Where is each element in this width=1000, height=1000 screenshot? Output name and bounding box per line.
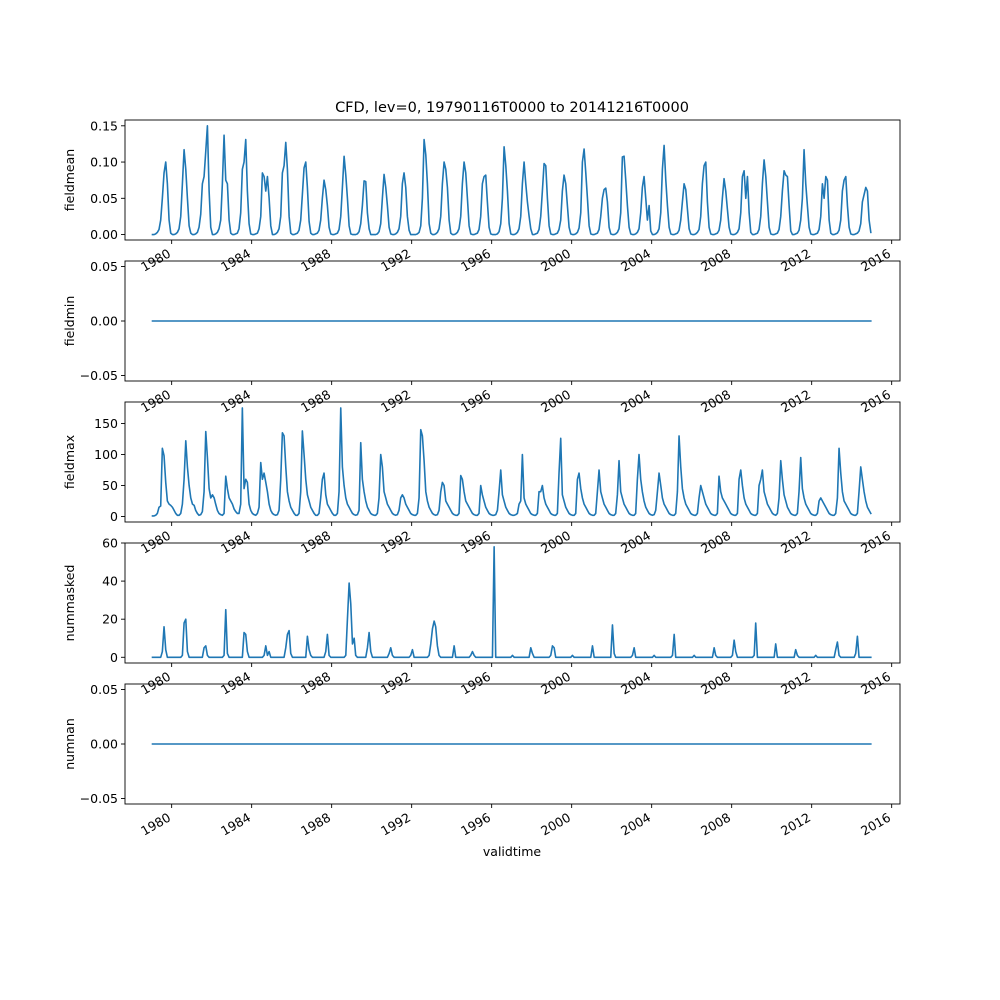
y-tick-label: 40 xyxy=(102,573,118,589)
y-axis-label: nummasked xyxy=(62,564,77,642)
x-tick-label: 1992 xyxy=(378,527,414,557)
y-tick-label: 0.00 xyxy=(90,227,118,243)
x-tick-label: 2004 xyxy=(618,527,654,557)
y-axis-label: fieldmean xyxy=(62,148,77,212)
x-tick-label: 1984 xyxy=(218,668,254,698)
y-tick-label: 150 xyxy=(94,415,118,431)
y-tick-label: −0.05 xyxy=(79,368,118,384)
x-tick-label: 2016 xyxy=(858,809,894,839)
y-tick-label: 0 xyxy=(110,509,118,525)
y-tick-label: 0.10 xyxy=(90,154,118,170)
x-tick-label: 1992 xyxy=(378,386,414,416)
x-tick-label: 1992 xyxy=(378,809,414,839)
x-tick-label: 2008 xyxy=(698,386,734,416)
x-tick-label: 1988 xyxy=(298,245,334,275)
x-tick-label: 2000 xyxy=(538,386,574,416)
x-tick-label: 1980 xyxy=(138,668,174,698)
y-tick-label: 100 xyxy=(94,446,118,462)
x-tick-label: 1996 xyxy=(458,245,494,275)
x-tick-label: 2000 xyxy=(538,245,574,275)
x-tick-label: 2008 xyxy=(698,668,734,698)
y-tick-label: 0.05 xyxy=(90,190,118,206)
x-tick-label: 1996 xyxy=(458,668,494,698)
x-tick-label: 1996 xyxy=(458,527,494,557)
y-tick-label: 20 xyxy=(102,611,118,627)
x-tick-label: 2016 xyxy=(858,386,894,416)
x-tick-label: 2012 xyxy=(778,245,814,275)
y-tick-label: 60 xyxy=(102,535,118,551)
x-tick-label: 2000 xyxy=(538,809,574,839)
x-axis-label: validtime xyxy=(482,844,542,859)
x-tick-label: 2016 xyxy=(858,245,894,275)
y-tick-label: 0.05 xyxy=(90,681,118,697)
x-tick-label: 2008 xyxy=(698,809,734,839)
y-tick-label: 0 xyxy=(110,649,118,665)
x-tick-label: 1996 xyxy=(458,386,494,416)
y-axis-label: fieldmax xyxy=(62,434,77,490)
x-tick-label: 1988 xyxy=(298,668,334,698)
x-tick-label: 1984 xyxy=(218,245,254,275)
x-tick-label: 2012 xyxy=(778,386,814,416)
x-tick-label: 1988 xyxy=(298,809,334,839)
x-tick-label: 1984 xyxy=(218,809,254,839)
x-tick-label: 2012 xyxy=(778,527,814,557)
x-tick-label: 2012 xyxy=(778,668,814,698)
x-tick-label: 2012 xyxy=(778,809,814,839)
x-tick-label: 1984 xyxy=(218,386,254,416)
y-tick-label: 0.00 xyxy=(90,313,118,329)
x-tick-label: 2008 xyxy=(698,245,734,275)
y-tick-label: 0.00 xyxy=(90,736,118,752)
x-tick-label: 2016 xyxy=(858,668,894,698)
y-tick-label: −0.05 xyxy=(79,791,118,807)
x-tick-label: 1992 xyxy=(378,245,414,275)
x-tick-label: 1988 xyxy=(298,527,334,557)
x-tick-label: 2008 xyxy=(698,527,734,557)
x-tick-label: 2004 xyxy=(618,809,654,839)
x-tick-label: 2004 xyxy=(618,668,654,698)
x-tick-label: 2004 xyxy=(618,245,654,275)
x-tick-label: 1980 xyxy=(138,809,174,839)
y-axis-label: numnan xyxy=(62,718,77,770)
x-tick-label: 1984 xyxy=(218,527,254,557)
x-tick-label: 2004 xyxy=(618,386,654,416)
x-tick-label: 1988 xyxy=(298,386,334,416)
x-tick-label: 2000 xyxy=(538,668,574,698)
x-tick-label: 1980 xyxy=(138,386,174,416)
x-tick-label: 1980 xyxy=(138,527,174,557)
x-tick-label: 1992 xyxy=(378,668,414,698)
y-axis-label: fieldmin xyxy=(62,295,77,347)
x-tick-label: 1996 xyxy=(458,809,494,839)
x-tick-label: 2016 xyxy=(858,527,894,557)
x-tick-label: 1980 xyxy=(138,245,174,275)
y-tick-label: 0.05 xyxy=(90,258,118,274)
y-tick-label: 50 xyxy=(102,478,118,494)
y-tick-label: 0.15 xyxy=(90,118,118,134)
x-tick-label: 2000 xyxy=(538,527,574,557)
figure-title: CFD, lev=0, 19790116T0000 to 20141216T0000 xyxy=(335,100,689,116)
